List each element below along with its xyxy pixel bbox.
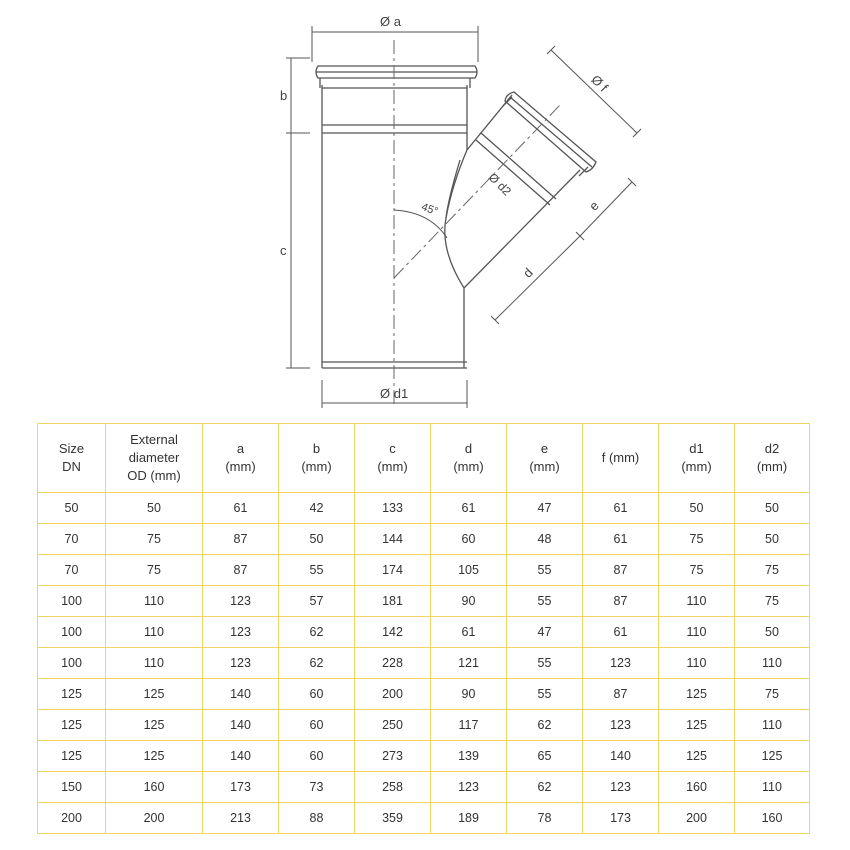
table-cell: 140 xyxy=(203,741,279,772)
table-cell: 200 xyxy=(38,803,106,834)
table-cell: 110 xyxy=(106,648,203,679)
column-header xyxy=(355,424,431,493)
table-row xyxy=(38,772,810,803)
table-cell: 181 xyxy=(355,586,431,617)
table-cell: 174 xyxy=(355,555,431,586)
table-cell: 57 xyxy=(279,586,355,617)
table-row xyxy=(38,803,810,834)
column-header xyxy=(203,424,279,493)
table-cell: 189 xyxy=(431,803,507,834)
table-cell: 139 xyxy=(431,741,507,772)
table-cell: 123 xyxy=(583,648,659,679)
table-row xyxy=(38,555,810,586)
table-cell: 173 xyxy=(203,772,279,803)
table-cell: 88 xyxy=(279,803,355,834)
table-cell: 61 xyxy=(203,493,279,524)
pipe-branch-drawing xyxy=(0,0,850,420)
table-cell: 200 xyxy=(659,803,735,834)
table-cell: 140 xyxy=(203,679,279,710)
table-cell: 250 xyxy=(355,710,431,741)
column-header-line: (mm) xyxy=(301,459,332,474)
dim-d-label: d xyxy=(519,264,536,281)
table-cell: 133 xyxy=(355,493,431,524)
table-cell: 110 xyxy=(659,586,735,617)
column-header-line: a xyxy=(236,441,245,456)
dim-a-line xyxy=(312,26,478,62)
table-cell: 150 xyxy=(38,772,106,803)
table-cell: 160 xyxy=(106,772,203,803)
column-header-line: f (mm) xyxy=(601,450,640,465)
table-cell: 123 xyxy=(431,772,507,803)
branch-socket-step-2 xyxy=(481,133,556,199)
column-header xyxy=(735,424,810,493)
table-cell: 123 xyxy=(583,710,659,741)
table-cell: 173 xyxy=(583,803,659,834)
table-cell: 125 xyxy=(106,679,203,710)
table-cell: 142 xyxy=(355,617,431,648)
table-cell: 78 xyxy=(507,803,583,834)
table-cell: 160 xyxy=(659,772,735,803)
table-cell: 70 xyxy=(38,555,106,586)
table-cell: 140 xyxy=(203,710,279,741)
table-cell: 55 xyxy=(507,679,583,710)
table-cell: 125 xyxy=(38,679,106,710)
dim-b-line xyxy=(286,58,310,133)
table-cell: 61 xyxy=(583,617,659,648)
table-cell: 50 xyxy=(38,493,106,524)
table-cell: 75 xyxy=(659,555,735,586)
branch-socket-step xyxy=(476,140,550,205)
table-cell: 110 xyxy=(106,586,203,617)
table-cell: 110 xyxy=(735,648,810,679)
table-cell: 200 xyxy=(106,803,203,834)
table-cell: 75 xyxy=(735,586,810,617)
table-cell: 87 xyxy=(203,524,279,555)
column-header-line: Size xyxy=(58,441,85,456)
table-cell: 50 xyxy=(106,493,203,524)
table-cell: 125 xyxy=(659,679,735,710)
table-cell: 258 xyxy=(355,772,431,803)
table-cell: 60 xyxy=(279,741,355,772)
column-header-line: d1 xyxy=(689,441,704,456)
table-row xyxy=(38,741,810,772)
table-cell: 50 xyxy=(735,617,810,648)
table-cell: 100 xyxy=(38,648,106,679)
main-socket-collar xyxy=(320,78,470,88)
dimension-table xyxy=(37,423,810,834)
column-header-line: OD (mm) xyxy=(127,468,181,483)
table-cell: 121 xyxy=(431,648,507,679)
table-cell: 73 xyxy=(279,772,355,803)
table-cell: 75 xyxy=(735,555,810,586)
table-cell: 160 xyxy=(735,803,810,834)
column-header xyxy=(38,424,106,493)
table-cell: 90 xyxy=(431,586,507,617)
table-body xyxy=(38,493,810,834)
table-cell: 55 xyxy=(279,555,355,586)
table-cell: 110 xyxy=(659,648,735,679)
table-cell: 55 xyxy=(507,555,583,586)
table-cell: 125 xyxy=(735,741,810,772)
dim-d2-label: Ø d2 xyxy=(485,170,515,199)
table-row xyxy=(38,617,810,648)
table-cell: 273 xyxy=(355,741,431,772)
column-header xyxy=(659,424,735,493)
column-header-line: b xyxy=(312,441,321,456)
column-header-line: (mm) xyxy=(756,459,788,474)
column-header-line: c xyxy=(389,441,396,456)
dim-d-line xyxy=(491,236,580,324)
table-cell: 75 xyxy=(106,524,203,555)
table-cell: 61 xyxy=(583,524,659,555)
table-cell: 110 xyxy=(735,772,810,803)
angle-label: 45° xyxy=(419,201,440,218)
table-cell: 47 xyxy=(507,493,583,524)
column-header-line: (mm) xyxy=(529,459,560,474)
table-cell: 110 xyxy=(659,617,735,648)
dim-d1-label: Ø d1 xyxy=(380,386,409,401)
column-header-line: d xyxy=(464,441,473,456)
table-cell: 62 xyxy=(279,617,355,648)
dim-e-line xyxy=(576,178,636,240)
column-header xyxy=(106,424,203,493)
table-cell: 65 xyxy=(507,741,583,772)
table-cell: 123 xyxy=(203,648,279,679)
dim-a-label: Ø a xyxy=(380,14,401,29)
table-cell: 75 xyxy=(659,524,735,555)
table-cell: 61 xyxy=(583,493,659,524)
main-pipe-right-wall xyxy=(464,85,467,368)
table-cell: 55 xyxy=(507,586,583,617)
table-cell: 50 xyxy=(735,524,810,555)
table-cell: 117 xyxy=(431,710,507,741)
table-cell: 87 xyxy=(203,555,279,586)
dim-b-label: b xyxy=(280,88,288,103)
column-header-line: e xyxy=(540,441,549,456)
table-cell: 125 xyxy=(38,710,106,741)
table-cell: 87 xyxy=(583,679,659,710)
table-cell: 62 xyxy=(507,710,583,741)
column-header-line: DN xyxy=(62,459,81,474)
table-cell: 61 xyxy=(431,617,507,648)
angle-arc xyxy=(394,210,447,238)
table-cell: 70 xyxy=(38,524,106,555)
dim-e-label: e xyxy=(585,197,602,214)
table-cell: 47 xyxy=(507,617,583,648)
table-cell: 100 xyxy=(38,617,106,648)
column-header-line: External xyxy=(130,432,178,447)
table-row xyxy=(38,524,810,555)
table-cell: 75 xyxy=(106,555,203,586)
table-header-row xyxy=(38,424,810,493)
dim-f-label: Ø f xyxy=(588,71,612,95)
table-cell: 87 xyxy=(583,555,659,586)
table-row xyxy=(38,710,810,741)
table-cell: 48 xyxy=(507,524,583,555)
column-header-line: (mm) xyxy=(377,459,408,474)
table-cell: 140 xyxy=(583,741,659,772)
table-cell: 359 xyxy=(355,803,431,834)
column-header-line: diameter xyxy=(128,450,180,465)
table-cell: 125 xyxy=(659,710,735,741)
table-cell: 50 xyxy=(735,493,810,524)
column-header xyxy=(583,424,659,493)
table-cell: 61 xyxy=(431,493,507,524)
table-cell: 125 xyxy=(38,741,106,772)
table-cell: 125 xyxy=(659,741,735,772)
table-cell: 123 xyxy=(203,617,279,648)
column-header-line: d2 xyxy=(764,441,780,456)
table-cell: 50 xyxy=(279,524,355,555)
table-cell: 125 xyxy=(106,741,203,772)
dim-f-line xyxy=(547,46,641,137)
table-cell: 123 xyxy=(203,586,279,617)
table-cell: 100 xyxy=(38,586,106,617)
table-row xyxy=(38,586,810,617)
table-row xyxy=(38,493,810,524)
table-cell: 110 xyxy=(735,710,810,741)
table-cell: 75 xyxy=(735,679,810,710)
table-cell: 42 xyxy=(279,493,355,524)
column-header-line: (mm) xyxy=(225,459,256,474)
table-row xyxy=(38,648,810,679)
table-cell: 110 xyxy=(106,617,203,648)
table-cell: 200 xyxy=(355,679,431,710)
table-row xyxy=(38,679,810,710)
column-header xyxy=(507,424,583,493)
table-cell: 123 xyxy=(583,772,659,803)
table-cell: 228 xyxy=(355,648,431,679)
table-cell: 50 xyxy=(659,493,735,524)
branch-socket-ring-inner xyxy=(510,97,592,167)
table-cell: 105 xyxy=(431,555,507,586)
table-cell: 60 xyxy=(431,524,507,555)
dim-c-label: c xyxy=(280,243,287,258)
table-cell: 125 xyxy=(106,710,203,741)
table-cell: 62 xyxy=(279,648,355,679)
table-cell: 60 xyxy=(279,710,355,741)
table-cell: 144 xyxy=(355,524,431,555)
table-cell: 60 xyxy=(279,679,355,710)
table-cell: 55 xyxy=(507,648,583,679)
branch-pipe-curve xyxy=(445,150,467,288)
table-cell: 62 xyxy=(507,772,583,803)
table-cell: 90 xyxy=(431,679,507,710)
column-header xyxy=(431,424,507,493)
table-cell: 213 xyxy=(203,803,279,834)
column-header-line: (mm) xyxy=(453,459,484,474)
column-header-line: (mm) xyxy=(681,459,712,474)
column-header xyxy=(279,424,355,493)
dim-c-line xyxy=(286,133,310,368)
table-cell: 87 xyxy=(583,586,659,617)
